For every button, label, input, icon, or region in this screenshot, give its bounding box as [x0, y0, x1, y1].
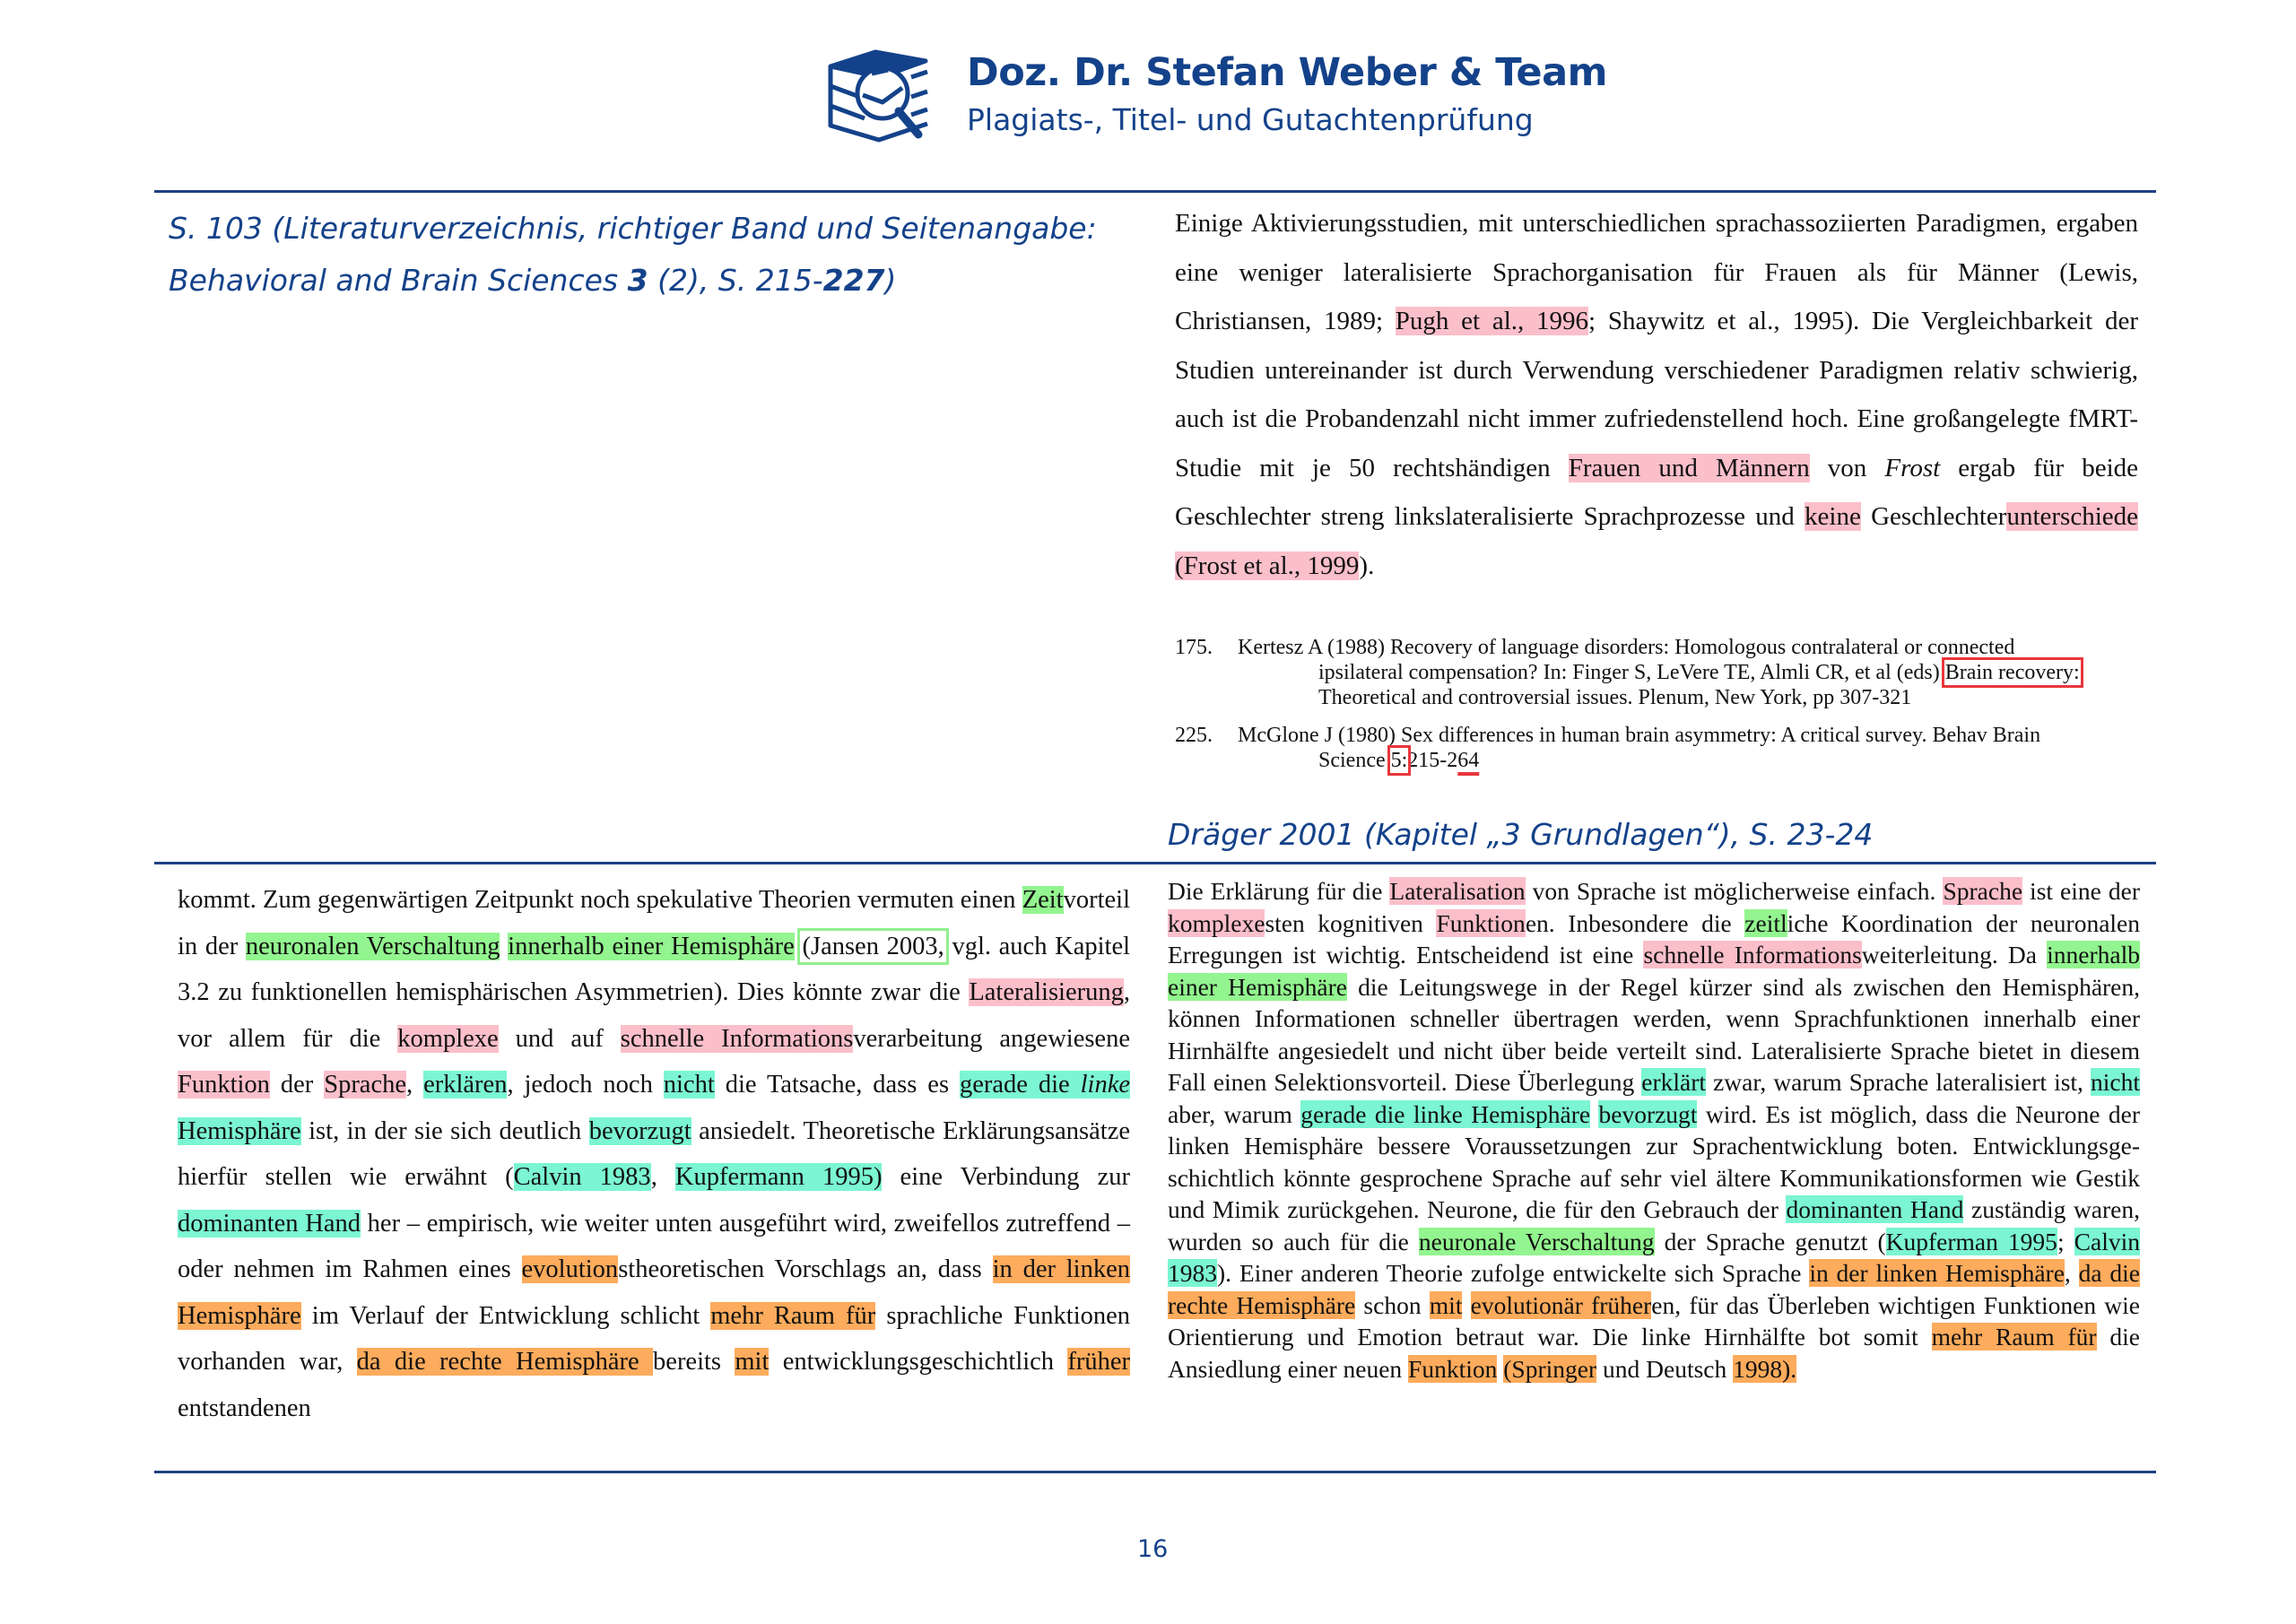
text-run: Die Erklärung für die: [1168, 877, 1390, 905]
note-line-2: Behavioral and Brain Sciences 3 (2), S. 215-227): [169, 263, 897, 298]
text-run: eine Verbindung zur: [882, 1163, 1131, 1191]
text-run: [500, 933, 508, 960]
text-run: die Tatsache, dass es: [714, 1071, 960, 1099]
text-run: ;: [2057, 1227, 2074, 1255]
highlighted-text: Zeit: [1022, 886, 1064, 914]
page-number: 16: [1137, 1535, 1169, 1563]
books-magnifier-icon: [825, 47, 942, 145]
highlighted-text: nicht: [2090, 1068, 2140, 1096]
highlighted-text: bevorzugt: [588, 1116, 691, 1145]
highlighted-text: Funktion: [1408, 1354, 1498, 1383]
highlighted-text: Kupferman 1995: [1885, 1227, 2057, 1255]
marked-volume-box: 5:: [1390, 749, 1408, 772]
text-run: weiterleitung. Da: [1861, 941, 2048, 968]
text-run: entwicklungsgeschichtlich: [769, 1348, 1068, 1376]
source-excerpt-paragraph-2: [1168, 875, 2140, 1385]
highlighted-text: Lateralisierung: [969, 978, 1124, 1006]
page-header: [825, 43, 1607, 151]
text-run: sprachliche Funktionen vorhanden war,: [178, 1301, 1131, 1376]
highlighted-text: gerade die linke Hemisphäre: [1300, 1099, 1591, 1128]
highlighted-text: da die rechte Hemisphäre: [356, 1348, 654, 1376]
text-run: bereits: [653, 1348, 735, 1376]
text-run: im Verlauf der Entwicklung schlicht: [300, 1301, 711, 1330]
text-run: , vor allem für die: [178, 978, 1130, 1053]
text-run: kommt. Zum gegenwärtigen Zeitpunkt noch spekulative Theorien vermuten einen: [178, 886, 1022, 914]
text-run: zuständig waren, wurden so auch für die: [1168, 1195, 2140, 1255]
text-run: wird. Es ist möglich, dass die Neurone der linken Hemisphäre bessere Voraussetzungen zur Sprachentwicklung boten. Entwicklungsgeschichtlich könnte gesprochene Sprache auf sehr viel ältere Kommunikationsformen wie Gestik und Mimik zurückgehen. Neurone, die für den Gebrauch der: [1168, 1099, 2141, 1223]
source-excerpt-paragraph: Einige Aktivierungsstudien, mit unterschiedlichen sprachassoziierten Paradigmen, ergaben eine weniger lateralisierte Sprachorganisation für Frauen als für Männer (Lewis, Christiansen, 1989; Pugh et al., 1996; Shaywitz et al., 1995). Die Vergleichbarkeit der Studien untereinander ist durch Verwendung verschiedener Paradigmen relativ schwierig, auch ist die Probandenzahl nicht immer zufriedenstellend hoch. Eine großangelegte fMRT-Studie mit je 50 rechtshändigen Frauen und Männern von Frost ergab für beide Geschlechter streng linkslateralisierte Sprachprozesse und keine Geschlechterunterschiede (Frost et al., 1999).: [1175, 209, 2139, 580]
highlighted-text: Lateralisation: [1389, 877, 1526, 905]
text-run: entstandenen: [178, 1394, 311, 1422]
highlighted-text: Funktion: [178, 1071, 270, 1099]
highlighted-text: mehr Raum für: [710, 1301, 876, 1330]
highlighted-text: Calvin 1983: [513, 1163, 651, 1191]
divider-middle: [154, 862, 2156, 864]
text-run: schon: [1355, 1290, 1430, 1319]
divider-bottom: [154, 1471, 2156, 1473]
highlighted-text: zeitl: [1744, 908, 1787, 937]
highlighted-text: schnelle Informations: [620, 1024, 854, 1053]
highlighted-text: evolutionär früher: [1470, 1290, 1652, 1319]
highlighted-text: komplexe: [397, 1024, 499, 1053]
highlighted-text: gerade die: [960, 1071, 1081, 1099]
highlighted-text: Funktion: [1436, 908, 1526, 937]
highlighted-text: 1998).: [1733, 1354, 1797, 1383]
highlighted-text: (Jansen 2003,: [802, 932, 944, 960]
text-run: ,: [2064, 1259, 2079, 1287]
highlighted-text: mit: [735, 1348, 770, 1376]
highlighted-text: Sprache: [1943, 877, 2023, 905]
highlighted-text: komplexe: [1168, 908, 1265, 937]
text-run: ist, in der sie sich deutlich: [300, 1116, 589, 1145]
highlighted-text: mit: [1429, 1290, 1463, 1319]
text-run: die Ansiedlung einer neuen: [1168, 1323, 2141, 1383]
text-run: verarbeitung angewiesene: [853, 1024, 1130, 1053]
brand-title: Doz. Dr. Stefan Weber & Team: [967, 50, 1607, 95]
highlighted-text: neuronale Verschaltung: [1418, 1227, 1655, 1255]
text-run: von Sprache ist möglicherweise einfach.: [1525, 877, 1944, 905]
highlighted-text: evolution: [521, 1255, 619, 1283]
marked-title-box: Brain recovery:: [1944, 661, 2080, 684]
highlighted-text: linke: [1080, 1071, 1131, 1099]
highlighted-text: Sprache: [324, 1071, 407, 1099]
text-run: die Leitungswege in der Regel kürzer sind als zwischen den Hemisphären, können Informationen schneller übertragen werden, wenn Sprachfunktionen innerhalb einer Hirnhälfte angesiedelt und nicht über beide verteilt sind. Lateralisierte Sprache bietet in diesem Fall einen Selektionsvorteil. Diese Überlegung: [1168, 972, 2141, 1096]
text-run: ist eine der: [2022, 877, 2140, 905]
text-run: vgl. auch Kapitel 3.2 zu funktionellen hemisphärischen Asymmetrien). Dies könnte zwar die: [178, 932, 1131, 1006]
text-run: ). Einer anderen Theorie zufolge entwickelte sich Sprache: [1217, 1259, 1810, 1287]
highlighted-text: (Springer: [1503, 1354, 1597, 1383]
annotation-note: [169, 203, 1110, 307]
text-run: und auf: [498, 1024, 621, 1053]
highlighted-text: da die rechte Hemisphäre: [1168, 1259, 2140, 1319]
highlighted-text: Kupfermann 1995): [674, 1163, 883, 1191]
source-label: Dräger 2001 (Kapitel „3 Grundlagen“), S. 23-24: [1168, 817, 1874, 852]
text-run: en. Inbesondere die: [1525, 908, 1745, 937]
highlighted-text: dominanten Hand: [178, 1209, 361, 1238]
text-run: der Sprache genutzt (: [1654, 1227, 1886, 1255]
highlighted-text: bevorzugt: [1598, 1099, 1698, 1128]
text-run: ,: [650, 1163, 675, 1191]
highlighted-text: neuronalen Verschaltung: [245, 932, 500, 960]
highlighted-text: in der linken Hemisphäre: [178, 1255, 1131, 1330]
text-run: der: [269, 1071, 325, 1099]
highlighted-text: mehr Raum für: [1931, 1323, 2097, 1350]
text-run: aber, warum: [1168, 1099, 1301, 1128]
reference-175: 175. Kertesz A (1988) Recovery of language disorders: Homologous contralateral or connected ipsilateral compensation? In: Finger S, LeVere TE, Almli CR, et al (eds) Brain recovery: Theoretical and controversial issues. Plenum, New York, pp 307-321: [1175, 636, 2080, 709]
highlighted-text: innerhalb einer Hemisphäre: [1168, 941, 2140, 1001]
text-run: [1462, 1291, 1470, 1319]
highlighted-text: erklärt: [1641, 1068, 1707, 1096]
highlighted-text: erklären: [423, 1071, 508, 1099]
text-run: stheoretischen Vorschlags an, dass: [618, 1255, 993, 1283]
highlighted-text: früher: [1067, 1348, 1131, 1376]
text-run: und Deutsch: [1596, 1354, 1734, 1383]
text-run: ansiedelt. Theoretische Erklärungsansätze hierfür stellen wie erwähnt (: [178, 1116, 1130, 1191]
brand-subtitle: Plagiats-, Titel- und Gutachtenprüfung: [967, 102, 1534, 137]
note-line-1: S. 103 (Literaturverzeichnis, richtiger Band und Seitenangabe:: [169, 211, 1097, 246]
text-run: en, für das Überleben wichtigen Funktionen wie Orientierung und Emotion betraut war. Die linke Hirnhälfte bot somit: [1168, 1290, 2140, 1350]
highlighted-text: Hemisphäre: [178, 1116, 301, 1145]
text-run: , jedoch noch: [507, 1071, 664, 1099]
reference-225: 225. McGlone J (1980) Sex differences in human brain asymmetry: A critical survey. Behav Brain Science 5:215-264: [1175, 724, 2041, 772]
text-run: iche Koordination der neuronalen Erregungen ist wichtig. Entscheidend ist eine: [1168, 908, 2140, 968]
highlighted-text: schnelle Informations: [1643, 941, 1862, 968]
text-run: sten kognitiven: [1265, 908, 1437, 937]
text-run: vorteil in der: [178, 886, 1130, 960]
text-run: her – empirisch, wie weiter unten ausgeführt wird, zweifellos zutreffend – oder nehmen im Rahmen eines: [178, 1209, 1130, 1283]
highlighted-text: in der linken Hemisphäre: [1809, 1259, 2065, 1287]
reference-list: [1175, 635, 2145, 773]
text-run: ,: [406, 1071, 424, 1099]
thesis-excerpt-paragraph: [178, 877, 1130, 1431]
marked-page-underline: 64: [1457, 749, 1480, 772]
highlighted-text: Calvin 1983: [1168, 1227, 2141, 1287]
highlighted-text: innerhalb einer Hemisphäre: [508, 932, 795, 960]
divider-top: [154, 190, 2156, 193]
text-run: zwar, warum Sprache lateralisiert ist,: [1706, 1068, 2091, 1096]
highlighted-text: dominanten Hand: [1786, 1195, 1964, 1223]
highlighted-text: nicht: [663, 1071, 715, 1099]
